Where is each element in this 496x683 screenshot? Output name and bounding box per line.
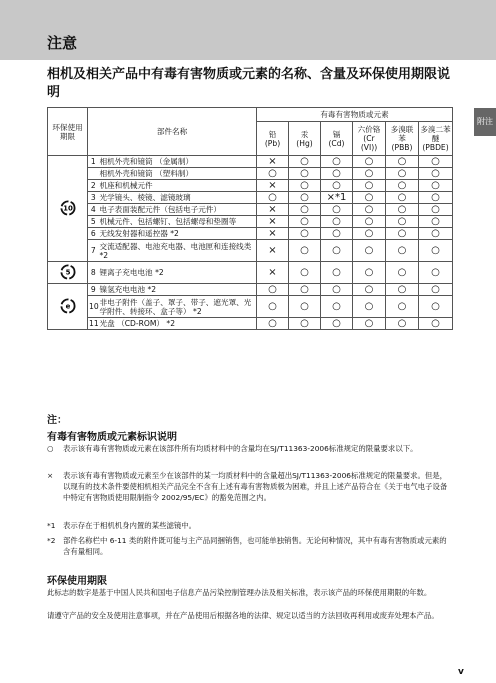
table-row bbox=[48, 204, 453, 216]
period-cell bbox=[48, 156, 88, 262]
table-row bbox=[48, 228, 453, 240]
page-number: v bbox=[458, 667, 464, 677]
part-number: 6 bbox=[88, 228, 99, 240]
substance-mark: ○ bbox=[321, 262, 353, 284]
part-name: 光学镜头、棱镜、滤镜玻璃 bbox=[99, 192, 257, 204]
substance-mark: ○ bbox=[353, 192, 386, 204]
substance-mark: × bbox=[257, 240, 289, 262]
substance-header bbox=[386, 122, 419, 156]
note-mark: *2 bbox=[47, 536, 56, 545]
note-mark: ○ bbox=[47, 444, 54, 453]
substance-mark: ○ bbox=[386, 228, 419, 240]
part-name: 相机外壳和镜筒 （金属制） bbox=[99, 156, 257, 168]
part-number: 7 bbox=[88, 240, 99, 262]
substance-mark: ○ bbox=[353, 180, 386, 192]
substance-mark: ○ bbox=[419, 296, 453, 318]
substance-mark: ○ bbox=[289, 318, 321, 330]
substance-header bbox=[257, 122, 289, 156]
col-header-period: 环保使用期限 bbox=[48, 108, 88, 156]
substance-mark: ○ bbox=[353, 296, 386, 318]
substance-mark: × bbox=[257, 228, 289, 240]
part-name: 锂离子充电电池 *2 bbox=[99, 262, 257, 284]
part-number bbox=[88, 168, 99, 180]
substance-name: 汞 bbox=[300, 129, 309, 139]
substance-mark: ○ bbox=[419, 284, 453, 296]
substance-mark: ○ bbox=[353, 156, 386, 168]
substance-name: 铅 bbox=[268, 129, 277, 139]
substance-mark: × bbox=[257, 262, 289, 284]
table-row bbox=[48, 180, 453, 192]
part-name: 电子表面装配元件（包括电子元件） bbox=[99, 204, 257, 216]
substance-mark: ○ bbox=[257, 284, 289, 296]
substance-mark: ○ bbox=[353, 240, 386, 262]
substance-mark: × bbox=[257, 180, 289, 192]
note-text: 表示该有毒有害物质或元素至少在该部件的某一均质材料中的含量超出SJ/T11363-2006标准规定的限量要求。但是，以现有的技术条件要使相机相关产品完全不含有上述有毒有害物质极为困难，并且上述产品符合在《关于电气电子设备中特定有害物质使用限制指令 2002/95/EC》的豁免范围之内。 bbox=[63, 471, 448, 502]
substance-mark: × bbox=[257, 156, 289, 168]
substance-mark: ○ bbox=[386, 240, 419, 262]
part-number: 10 bbox=[88, 296, 99, 318]
substance-header bbox=[289, 122, 321, 156]
col-header-substances: 有毒有害物质或元素 bbox=[257, 108, 453, 122]
part-number: 5 bbox=[88, 216, 99, 228]
substance-mark: ○ bbox=[289, 216, 321, 228]
side-tab: 附注 bbox=[474, 108, 496, 136]
table-row bbox=[48, 156, 453, 168]
substance-mark: ○ bbox=[289, 240, 321, 262]
notes-title: 注： bbox=[47, 415, 67, 426]
table-row bbox=[48, 284, 453, 296]
substance-mark: ○ bbox=[386, 192, 419, 204]
section-title-period: 环保使用期限 bbox=[47, 576, 107, 587]
part-number: 1 bbox=[88, 156, 99, 168]
substance-mark: ○ bbox=[321, 228, 353, 240]
substance-mark: ○ bbox=[321, 180, 353, 192]
substance-mark: ○ bbox=[419, 156, 453, 168]
note-text: 部件名称栏中 6-11 类的附件既可能与主产品同捆销售，也可能单独销售。无论何种情况，其中有毒有害物质或元素的含有量相同。 bbox=[63, 536, 447, 556]
substance-mark: ○ bbox=[289, 192, 321, 204]
substance-mark: ○ bbox=[289, 296, 321, 318]
substance-mark: ○ bbox=[289, 168, 321, 180]
substance-mark: ○ bbox=[289, 262, 321, 284]
substance-mark: ○ bbox=[353, 168, 386, 180]
table-row bbox=[48, 168, 453, 180]
table-row bbox=[48, 262, 453, 284]
substance-mark: ○ bbox=[419, 204, 453, 216]
substance-mark: ○ bbox=[353, 228, 386, 240]
substance-mark: ○ bbox=[257, 168, 289, 180]
table-row bbox=[48, 240, 453, 262]
note-text: 表示存在于相机机身内置的某些滤镜中。 bbox=[63, 521, 197, 530]
part-name: 相机外壳和镜筒 （塑料制） bbox=[99, 168, 257, 180]
substance-mark: ○ bbox=[386, 204, 419, 216]
substance-mark: ○ bbox=[257, 192, 289, 204]
substance-name: 多溴联苯 bbox=[390, 125, 414, 143]
substance-header bbox=[321, 122, 353, 156]
part-number: 2 bbox=[88, 180, 99, 192]
substance-header bbox=[353, 122, 386, 156]
environmental-period-icon bbox=[60, 264, 76, 280]
part-name: 无线发射器和遥控器 *2 bbox=[99, 228, 257, 240]
substance-code: (Cr (VI)) bbox=[360, 134, 378, 152]
substance-mark: ○ bbox=[289, 204, 321, 216]
table-row bbox=[48, 216, 453, 228]
part-number: 4 bbox=[88, 204, 99, 216]
note-item bbox=[47, 520, 452, 531]
substance-name: 镉 bbox=[332, 129, 341, 139]
substance-mark: ○ bbox=[419, 262, 453, 284]
environmental-period-icon bbox=[60, 298, 76, 314]
substance-mark: ○ bbox=[321, 204, 353, 216]
substance-code: (PBB) bbox=[391, 143, 413, 152]
substance-name: 六价铬 bbox=[357, 125, 381, 134]
table-row bbox=[48, 296, 453, 318]
page-title: 注意 bbox=[47, 34, 78, 52]
substance-code: (Pb) bbox=[264, 138, 281, 148]
substance-mark: ○ bbox=[353, 262, 386, 284]
substance-mark: × bbox=[257, 216, 289, 228]
note-item bbox=[47, 470, 452, 515]
part-number: 11 bbox=[89, 319, 99, 328]
note-mark: × bbox=[47, 471, 54, 480]
part-number: 3 bbox=[88, 192, 99, 204]
part-number: 8 bbox=[88, 262, 99, 284]
environmental-period-icon bbox=[60, 200, 76, 216]
substance-mark: ○ bbox=[386, 168, 419, 180]
hazardous-substances-table bbox=[47, 107, 453, 330]
substance-mark: ○ bbox=[386, 156, 419, 168]
substance-mark: ○ bbox=[419, 228, 453, 240]
substance-mark: ○ bbox=[386, 262, 419, 284]
substance-code: (PBDE) bbox=[422, 143, 449, 152]
part-number: 9 bbox=[88, 284, 99, 296]
substance-mark: ○ bbox=[353, 318, 386, 330]
substance-mark: ○ bbox=[321, 156, 353, 168]
substance-mark: ○ bbox=[386, 180, 419, 192]
part-name: 非电子附件（盖子、罩子、带子、遮光罩、光学附件、转接环、盒子等） *2 bbox=[99, 296, 257, 318]
note-text: 表示该有毒有害物质或元素在该部件所有均质材料中的含量均在SJ/T11363-2006标准规定的限量要求以下。 bbox=[63, 444, 418, 453]
period-label: 10 bbox=[62, 204, 73, 213]
substance-name: 多溴二苯醚 bbox=[420, 125, 451, 143]
period-label: e bbox=[65, 302, 70, 311]
substance-mark: × bbox=[257, 204, 289, 216]
substance-header bbox=[419, 122, 453, 156]
substance-mark: ○ bbox=[289, 284, 321, 296]
substance-mark: ○ bbox=[353, 284, 386, 296]
substance-mark: ○ bbox=[419, 318, 453, 330]
substance-mark: ○ bbox=[386, 318, 419, 330]
section-title-marking: 有毒有害物质或元素标识说明 bbox=[47, 432, 177, 443]
section-subtitle: 相机及相关产品中有毒有害物质或元素的名称、含量及环保使用期限说明 bbox=[47, 67, 451, 100]
substance-mark: ○ bbox=[321, 318, 353, 330]
substance-mark: ○ bbox=[289, 156, 321, 168]
part-name: 机座和机械元件 bbox=[99, 180, 257, 192]
period-label: 5 bbox=[65, 268, 70, 277]
period-cell bbox=[48, 262, 88, 284]
substance-mark: ○ bbox=[353, 216, 386, 228]
substance-mark: ○ bbox=[419, 192, 453, 204]
note-item bbox=[47, 443, 452, 465]
substance-mark: ○ bbox=[419, 240, 453, 262]
substance-mark: ○ bbox=[321, 284, 353, 296]
substance-mark: ○ bbox=[321, 168, 353, 180]
part-name: 机械元件、包括螺钉、包括螺母和垫圈等 bbox=[99, 216, 257, 228]
substance-mark: ○ bbox=[386, 216, 419, 228]
part-name: 光盘 （CD-ROM） *2 bbox=[99, 318, 257, 330]
substance-code: (Hg) bbox=[296, 138, 313, 148]
substance-mark: ○ bbox=[419, 216, 453, 228]
part-name: 交流适配器、电池充电器、电池匣和连接线类 *2 bbox=[99, 240, 257, 262]
col-header-name: 部件名称 bbox=[88, 108, 257, 156]
period-paragraph: 此标志的数字是基于中国人民共和国电子信息产品污染控制管理办法及相关标准，表示该产品的环保使用期限的年数。 bbox=[47, 588, 432, 597]
substance-mark: ○ bbox=[321, 296, 353, 318]
substance-mark: ○ bbox=[386, 284, 419, 296]
substance-mark: ○ bbox=[419, 168, 453, 180]
substance-mark: ○ bbox=[289, 228, 321, 240]
substance-code: (Cd) bbox=[328, 138, 345, 148]
substance-mark: ○ bbox=[321, 240, 353, 262]
note-mark: *1 bbox=[47, 521, 56, 530]
substance-mark: ○ bbox=[419, 180, 453, 192]
note-item bbox=[47, 535, 452, 557]
substance-mark: ○ bbox=[257, 318, 289, 330]
part-name: 镍氢充电电池 *2 bbox=[99, 284, 257, 296]
substance-mark: ○ bbox=[386, 296, 419, 318]
substance-mark: ○ bbox=[257, 296, 289, 318]
substance-mark: ○ bbox=[321, 216, 353, 228]
table-row bbox=[48, 318, 453, 330]
substance-mark: ○ bbox=[289, 180, 321, 192]
recycle-paragraph: 请遵守产品的安全及使用注意事项，并在产品使用后根据各地的法律、规定以适当的方法回收再利用或废弃处理本产品。 bbox=[47, 611, 439, 620]
substance-mark: ○ bbox=[353, 204, 386, 216]
period-cell bbox=[48, 284, 88, 330]
table-row bbox=[48, 192, 453, 204]
substance-mark: ×*1 bbox=[321, 192, 353, 204]
